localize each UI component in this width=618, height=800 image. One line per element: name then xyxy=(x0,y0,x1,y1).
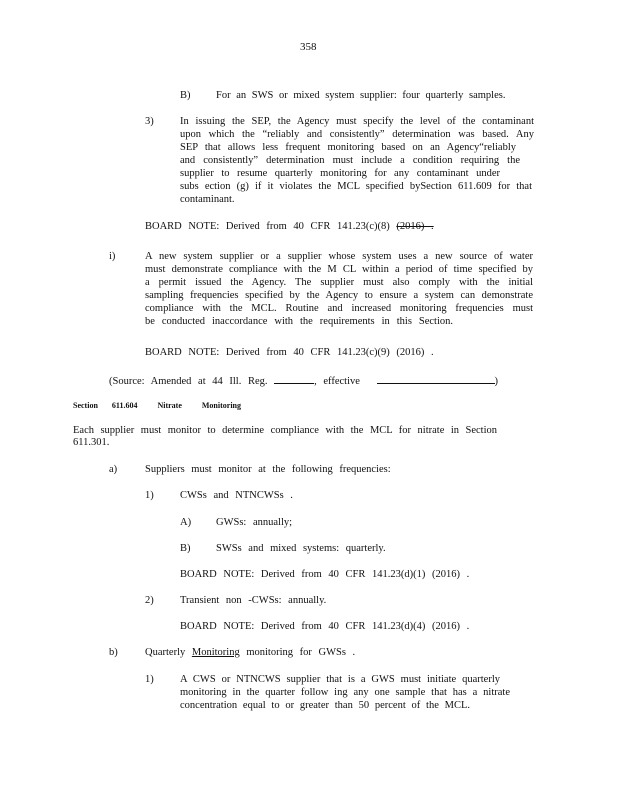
source-text: (Source: Amended at 44 Ill. Reg. xyxy=(109,376,268,387)
source-blank xyxy=(274,373,314,384)
item-text-line: must demonstrate compliance with the M CL within a period of time specified by xyxy=(145,264,533,275)
board-note: BOARD NOTE: Derived from 40 CFR 141.23(d)(1) (2016) . xyxy=(180,569,470,580)
item-text-line: monitoring in the quarter follow ing any one sample that has a nitrate xyxy=(180,687,510,698)
subitem-text: GWSs: annually; xyxy=(216,517,293,528)
item-text-line: be conducted inaccordance with the requirements in this Section. xyxy=(145,316,453,327)
item-text-line: In issuing the SEP, the Agency must specify the level of the contaminant xyxy=(180,116,534,127)
item-label: a) xyxy=(109,464,118,475)
item-text xyxy=(145,646,355,659)
item-text-line: sampling frequencies specified by the Agency to ensure a system can demonstrate xyxy=(145,290,533,301)
board-note-text: BOARD NOTE: Derived from 40 CFR 141.23(c)(8) xyxy=(145,221,390,232)
item-label: 2) xyxy=(145,595,154,606)
item-text: CWSs and NTNCWSs . xyxy=(180,490,293,501)
page-number: 358 xyxy=(300,41,317,53)
item-label: 3) xyxy=(145,116,154,127)
item-text-line: compliance with the MCL. Routine and increased monitoring frequencies must xyxy=(145,303,533,314)
item-label: i) xyxy=(109,251,116,262)
item-text-line: subs ection (g) if it violates the MCL specified bySection 611.609 for that xyxy=(180,181,532,192)
source-blank xyxy=(377,373,495,384)
item-label: 1) xyxy=(145,490,154,501)
item-text-line: SEP that allows less frequent monitoring based on an Agency“reliably xyxy=(180,142,516,153)
section-heading xyxy=(73,399,241,412)
board-note xyxy=(145,220,434,233)
item-text: Transient non -CWSs: annually. xyxy=(180,595,327,606)
item-text-line: concentration equal to or greater than 50 percent of the MCL. xyxy=(180,700,470,711)
item-text-line: a permit issued the Agency. The supplier must also comply with the initial xyxy=(145,277,533,288)
item-text-line: and consistently” determination must include a condition requiring the xyxy=(180,155,520,166)
item-text-line: A new system supplier or a supplier whose system uses a new source of water xyxy=(145,251,533,262)
source-note xyxy=(109,373,498,388)
board-note: BOARD NOTE: Derived from 40 CFR 141.23(d)(4) (2016) . xyxy=(180,621,470,632)
section-number: Section 611.604 xyxy=(73,401,138,410)
board-note: BOARD NOTE: Derived from 40 CFR 141.23(c)(9) (2016) . xyxy=(145,347,434,358)
intro-line: 611.301. xyxy=(73,437,110,448)
item-label: b) xyxy=(109,647,118,658)
item-text-line: A CWS or NTNCWS supplier that is a GWS must initiate quarterly xyxy=(180,674,500,685)
heading-text: monitoring for GWSs . xyxy=(246,647,356,658)
item-text-line: upon which the “reliably and consistently” determination was based. Any xyxy=(180,129,534,140)
source-text: ) xyxy=(494,376,499,387)
subitem-label: B) xyxy=(180,90,191,101)
subitem-label: A) xyxy=(180,517,192,528)
subitem-text: SWSs and mixed systems: quarterly. xyxy=(216,543,386,554)
source-text: , effective xyxy=(314,376,360,387)
item-label: 1) xyxy=(145,674,154,685)
struck-text: (2016) . xyxy=(396,221,434,232)
heading-text: Quarterly xyxy=(145,647,186,658)
inserted-text: Monitoring xyxy=(191,647,240,658)
item-text-line: supplier to resume quarterly monitoring for any contaminant under xyxy=(180,168,500,179)
item-text-line: contaminant. xyxy=(180,194,235,205)
subitem-label: B) xyxy=(180,543,191,554)
item-text: Suppliers must monitor at the following frequencies: xyxy=(145,464,391,475)
intro-line: Each supplier must monitor to determine compliance with the MCL for nitrate in Section xyxy=(73,425,497,436)
section-title: Nitrate Monitoring xyxy=(157,401,241,410)
subitem-text: For an SWS or mixed system supplier: four quarterly samples. xyxy=(216,90,506,101)
